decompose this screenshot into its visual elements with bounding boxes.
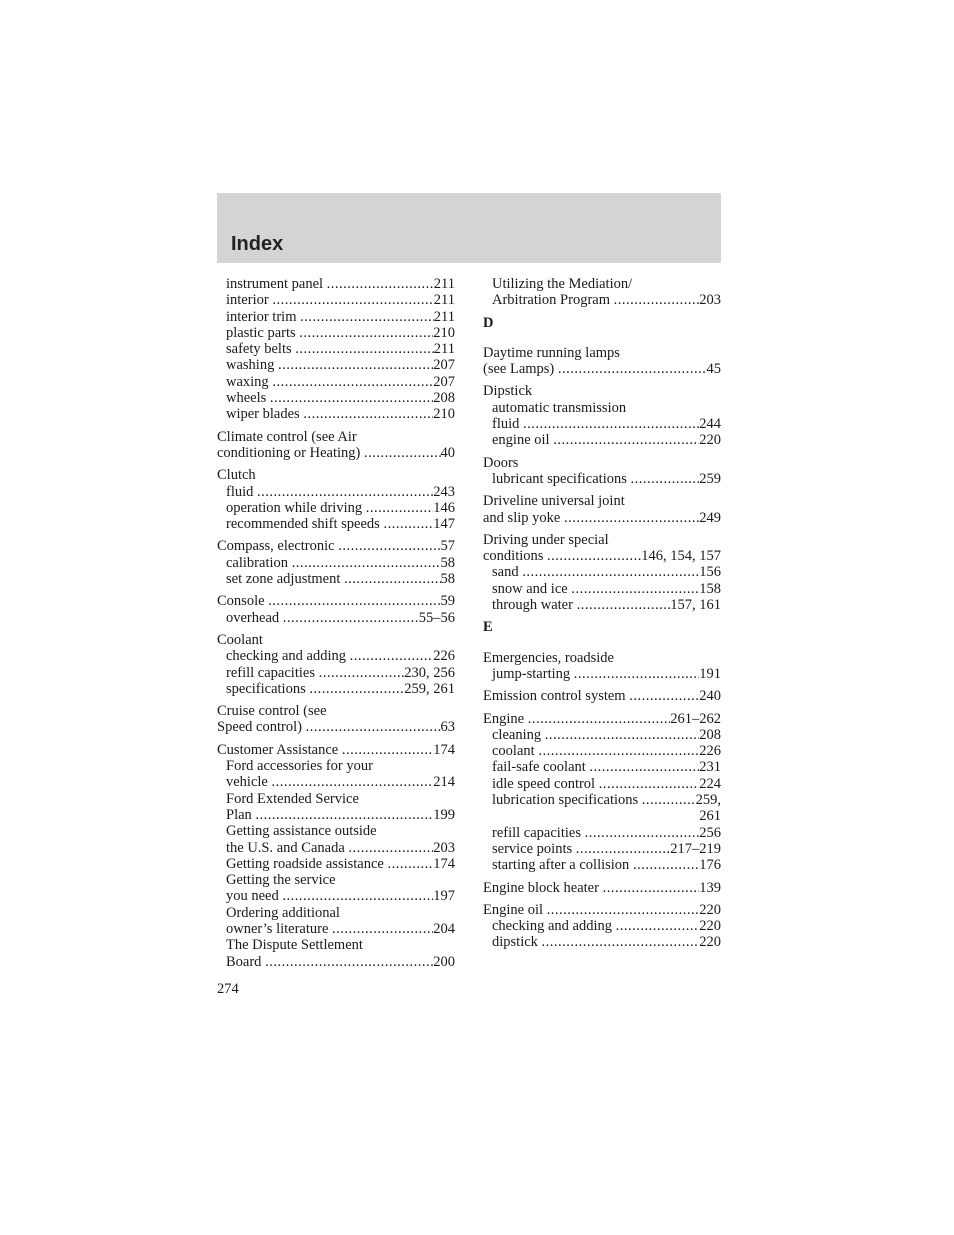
entry-page: 58 [440, 571, 455, 588]
dot-leader [633, 857, 699, 873]
dot-leader [292, 555, 441, 571]
dot-leader [642, 792, 696, 808]
index-entry [217, 719, 455, 735]
dot-leader [603, 880, 700, 896]
index-entry [483, 650, 721, 666]
dot-leader [282, 888, 433, 904]
entry-text: Driving under special [483, 531, 609, 548]
index-subentry [483, 416, 721, 432]
dot-leader [366, 500, 434, 516]
index-entry [217, 429, 455, 445]
entry-text: wiper blades [226, 406, 300, 423]
entry-text: washing [226, 357, 275, 374]
entry-page: 199 [433, 806, 455, 823]
index-subentry [217, 484, 455, 500]
entry-page: 217–219 [670, 840, 721, 857]
entry-page: 210 [433, 406, 455, 423]
entry-text: Dipstick [483, 383, 533, 400]
index-subentry [217, 516, 455, 532]
entry-text: Getting roadside assistance [226, 855, 384, 872]
dot-leader [300, 309, 434, 325]
entry-page: 207 [433, 373, 455, 390]
entry-text: automatic transmission [492, 399, 627, 416]
entry-text: Utilizing the Mediation/ [492, 276, 633, 292]
index-entry [483, 880, 721, 896]
entry-text: refill capacities [492, 824, 581, 841]
spacer [483, 331, 721, 345]
entry-text: fail-safe coolant [492, 759, 586, 776]
entry-text: lubricant specifications [492, 470, 627, 487]
entry-page: 220 [699, 934, 721, 951]
entry-page: 55–56 [418, 609, 455, 626]
entry-page: 45 [706, 361, 721, 378]
index-subentry [483, 564, 721, 580]
entry-text: The Dispute Settlement [226, 937, 363, 954]
dot-leader [616, 918, 700, 934]
entry-text: fluid [492, 416, 520, 433]
entry-page: 40 [440, 444, 455, 461]
entry-page: 203 [699, 292, 721, 309]
index-entry [217, 742, 455, 758]
entry-text: dipstick [492, 934, 538, 951]
index-subentry [483, 471, 721, 487]
entry-page: 244 [699, 416, 721, 433]
entry-text: Plan [226, 806, 252, 823]
entry-text: Engine block heater [483, 879, 599, 896]
index-entry [217, 445, 455, 461]
entry-text: Ordering additional [226, 904, 340, 921]
entry-text: Arbitration Program [492, 292, 610, 309]
dot-leader [577, 597, 671, 613]
entry-page: 224 [699, 775, 721, 792]
index-subentry [483, 727, 721, 743]
index-entry [217, 703, 455, 719]
index-subentry [217, 571, 455, 587]
index-subentry [483, 581, 721, 597]
entry-text: idle speed control [492, 775, 596, 792]
entry-text: checking and adding [492, 918, 612, 935]
entry-page: 211 [433, 292, 455, 309]
index-subentry [217, 555, 455, 571]
dot-leader [585, 825, 700, 841]
index-subentry [217, 681, 455, 697]
index-subentry [483, 759, 721, 775]
dot-leader [272, 774, 434, 790]
dot-leader [344, 571, 441, 587]
entry-text: jump-starting [492, 665, 571, 682]
entry-text: Ford Extended Service [226, 790, 359, 807]
entry-text: checking and adding [226, 648, 346, 665]
entry-text: sand [492, 564, 519, 581]
index-column-right [483, 276, 721, 951]
dot-leader [332, 921, 433, 937]
dot-leader [268, 593, 440, 609]
entry-page: 204 [433, 920, 455, 937]
entry-page: 139 [699, 879, 721, 896]
dot-leader [383, 516, 433, 532]
entry-text: Clutch [217, 467, 256, 484]
entry-text: Compass, electronic [217, 538, 335, 555]
entry-text: calibration [226, 554, 289, 571]
entry-page: 197 [433, 888, 455, 905]
section-letter: E [483, 619, 493, 636]
entry-page: 156 [699, 564, 721, 581]
dot-leader [309, 681, 404, 697]
index-entry [483, 548, 721, 564]
dot-leader [629, 688, 699, 704]
entry-page: 210 [433, 324, 455, 341]
index-subentry [217, 791, 455, 807]
entry-page: 174 [433, 855, 455, 872]
entry-text: Ford accessories for your [226, 758, 373, 775]
dot-leader [574, 666, 699, 682]
index-subentry [217, 357, 455, 373]
index-entry [483, 711, 721, 727]
section-letter: D [483, 314, 494, 331]
index-subentry [483, 918, 721, 934]
index-entry [483, 361, 721, 377]
index-subentry [483, 597, 721, 613]
index-subentry [483, 400, 721, 416]
entry-text: owner’s literature [226, 920, 329, 937]
entry-text: Cruise control (see [217, 703, 327, 720]
entry-text: set zone adjustment [226, 571, 341, 588]
index-subentry [217, 665, 455, 681]
entry-text: and slip yoke [483, 509, 561, 526]
entry-text: refill capacities [226, 664, 315, 681]
dot-leader [255, 807, 433, 823]
entry-page: 256 [699, 824, 721, 841]
dot-leader [545, 727, 700, 743]
entry-page: 261 [699, 808, 721, 825]
entry-text: Driveline universal joint [483, 493, 625, 510]
index-subentry [217, 276, 455, 292]
dot-leader [558, 361, 707, 377]
entry-text: wheels [226, 390, 267, 407]
dot-leader [564, 510, 699, 526]
index-entry [483, 902, 721, 918]
index-subentry [217, 500, 455, 516]
entry-text: fluid [226, 483, 254, 500]
entry-text: Console [217, 593, 265, 610]
page-number: 274 [217, 981, 239, 997]
entry-page: 220 [699, 901, 721, 918]
dot-leader [265, 954, 433, 970]
entry-text: conditions [483, 548, 544, 565]
dot-leader [542, 934, 700, 950]
dot-leader [571, 581, 699, 597]
index-subentry [483, 825, 721, 841]
index-subentry [217, 341, 455, 357]
dot-leader [272, 374, 433, 390]
index-subentry [217, 807, 455, 823]
index-entry [483, 532, 721, 548]
index-subentry [217, 648, 455, 664]
index-subentry [217, 774, 455, 790]
header-band [217, 193, 721, 263]
entry-text: starting after a collision [492, 857, 630, 874]
entry-text: lubrication specifications [492, 792, 639, 809]
dot-leader [338, 538, 440, 554]
entry-text: Speed control) [217, 719, 302, 736]
entry-text: engine oil [492, 432, 550, 449]
dot-leader [299, 325, 433, 341]
entry-page: 191 [699, 665, 721, 682]
entry-text: interior trim [226, 308, 297, 325]
entry-text: recommended shift speeds [226, 516, 380, 533]
index-subentry [217, 872, 455, 888]
entry-page: 220 [699, 432, 721, 449]
entry-text: instrument panel [226, 276, 324, 292]
entry-page: 203 [433, 839, 455, 856]
index-subentry [217, 840, 455, 856]
entry-text: Engine oil [483, 901, 544, 918]
entry-text: Emission control system [483, 688, 626, 705]
dot-leader [576, 841, 670, 857]
index-subentry [483, 776, 721, 792]
index-entry-continuation [483, 808, 721, 824]
dot-leader [303, 406, 433, 422]
entry-text: cleaning [492, 726, 542, 743]
index-column-left [217, 276, 455, 970]
index-subentry [483, 276, 721, 292]
entry-page: 231 [699, 759, 721, 776]
entry-page: 249 [699, 509, 721, 526]
index-entry [483, 510, 721, 526]
entry-text: Doors [483, 454, 519, 471]
entry-page: 243 [433, 483, 455, 500]
entry-text: Board [226, 953, 262, 970]
index-subentry [483, 292, 721, 308]
index-subentry [217, 390, 455, 406]
dot-leader [631, 471, 700, 487]
dot-leader [522, 564, 699, 580]
index-subentry [217, 374, 455, 390]
index-subentry [483, 432, 721, 448]
entry-page: 57 [440, 538, 455, 555]
entry-text: Daytime running lamps [483, 344, 620, 361]
index-entry [217, 593, 455, 609]
dot-leader [614, 292, 700, 308]
entry-text: specifications [226, 680, 306, 697]
entry-page: 226 [699, 743, 721, 760]
entry-page: 214 [433, 774, 455, 791]
index-subentry [483, 857, 721, 873]
entry-text: plastic parts [226, 324, 296, 341]
entry-text: through water [492, 597, 573, 614]
dot-leader [270, 390, 433, 406]
index-entry [483, 383, 721, 399]
entry-text: safety belts [226, 341, 292, 358]
index-subentry [217, 325, 455, 341]
entry-page: 174 [433, 741, 455, 758]
entry-text: interior [226, 292, 269, 309]
entry-page: 207 [433, 357, 455, 374]
index-subentry [483, 743, 721, 759]
index-entry [217, 538, 455, 554]
entry-text: Getting the service [226, 872, 336, 889]
entry-page: 211 [433, 341, 455, 358]
entry-text: coolant [492, 743, 535, 760]
index-entry [483, 345, 721, 361]
index-subentry [217, 292, 455, 308]
dot-leader [283, 610, 419, 626]
entry-page: 220 [699, 918, 721, 935]
index-subentry [217, 905, 455, 921]
entry-page: 146 [433, 499, 455, 516]
index-subentry [217, 921, 455, 937]
entry-text: Customer Assistance [217, 741, 339, 758]
dot-leader [319, 665, 405, 681]
entry-text: Getting assistance outside [226, 823, 377, 840]
entry-text: Engine [483, 710, 525, 727]
entry-text: service points [492, 840, 573, 857]
entry-page: 176 [699, 857, 721, 874]
index-entry [217, 467, 455, 483]
index-subentry [217, 309, 455, 325]
entry-page: 259 [699, 470, 721, 487]
index-subentry [217, 954, 455, 970]
index-subentry [217, 888, 455, 904]
dot-leader [523, 416, 699, 432]
index-subentry [217, 610, 455, 626]
dot-leader [364, 445, 441, 461]
entry-page: 211 [433, 308, 455, 325]
entry-text: vehicle [226, 774, 268, 791]
index-subentry [217, 758, 455, 774]
entry-page: 200 [433, 953, 455, 970]
entry-page: 58 [440, 554, 455, 571]
dot-leader [350, 648, 434, 664]
dot-leader [306, 719, 441, 735]
dot-leader [342, 742, 433, 758]
index-subentry [483, 841, 721, 857]
entry-page: 157, 161 [670, 597, 721, 614]
index-subentry [483, 934, 721, 950]
dot-leader [547, 902, 700, 918]
entry-text: Climate control (see Air [217, 428, 357, 445]
entry-text: you need [226, 888, 279, 905]
dot-leader [387, 856, 433, 872]
entry-text: Coolant [217, 631, 263, 648]
entry-text: waxing [226, 373, 269, 390]
entry-text: the U.S. and Canada [226, 839, 345, 856]
entry-page: 259, [695, 792, 721, 809]
entry-text: Emergencies, roadside [483, 649, 614, 666]
entry-text: snow and ice [492, 580, 568, 597]
page-title: Index [231, 233, 284, 255]
index-subentry [483, 792, 721, 808]
dot-leader [257, 484, 433, 500]
dot-leader [528, 711, 671, 727]
dot-leader [348, 840, 433, 856]
index-subentry [217, 937, 455, 953]
entry-page: 226 [433, 648, 455, 665]
dot-leader [589, 759, 699, 775]
entry-page: 259, 261 [404, 680, 455, 697]
dot-leader [547, 548, 641, 564]
index-entry [483, 688, 721, 704]
entry-page: 230, 256 [404, 664, 455, 681]
dot-leader [327, 276, 434, 292]
entry-page: 147 [433, 516, 455, 533]
index-entry [483, 455, 721, 471]
entry-page: 59 [440, 593, 455, 610]
index-entry [217, 632, 455, 648]
dot-leader [295, 341, 434, 357]
entry-page: 240 [699, 688, 721, 705]
dot-leader [599, 776, 700, 792]
dot-leader [278, 357, 433, 373]
entry-text: operation while driving [226, 499, 363, 516]
spacer [483, 636, 721, 650]
entry-text: overhead [226, 609, 280, 626]
index-subentry [217, 856, 455, 872]
index-subentry [483, 666, 721, 682]
index-entry [483, 493, 721, 509]
dot-leader [553, 432, 699, 448]
index-subentry [217, 406, 455, 422]
entry-page: 208 [433, 390, 455, 407]
entry-page: 158 [699, 580, 721, 597]
dot-leader [538, 743, 699, 759]
entry-page: 63 [440, 719, 455, 736]
entry-page: 208 [699, 726, 721, 743]
index-subentry [217, 823, 455, 839]
entry-page: 261–262 [670, 710, 721, 727]
dot-leader [272, 292, 433, 308]
entry-text: (see Lamps) [483, 361, 555, 378]
entry-text: conditioning or Heating) [217, 444, 361, 461]
entry-page: 146, 154, 157 [641, 548, 721, 565]
entry-page: 211 [433, 276, 455, 292]
